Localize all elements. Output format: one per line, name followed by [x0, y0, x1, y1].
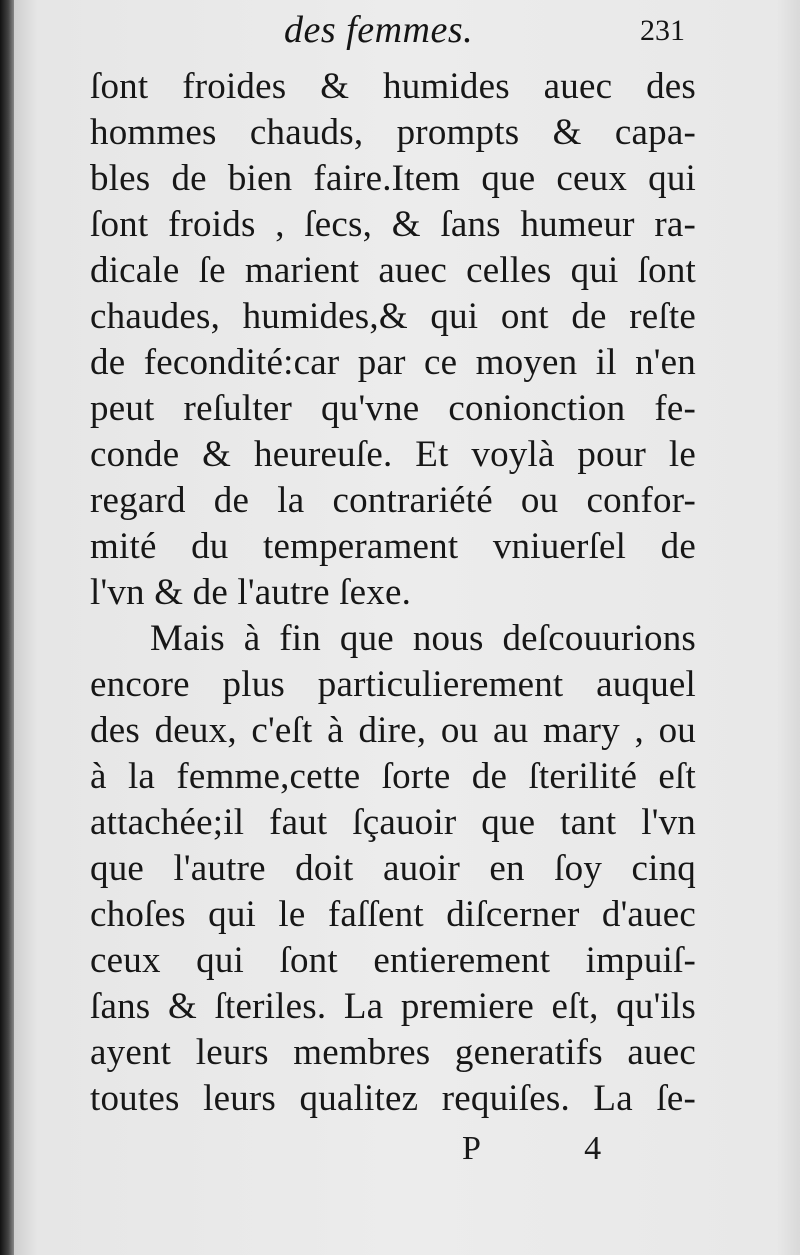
text-line: mité du temperament vniuerſel de: [90, 526, 696, 567]
text-line: hommes chauds, prompts & capa-: [90, 112, 696, 153]
text-line: bles de bien faire.Item que ceux qui: [90, 158, 696, 199]
text-line: choſes qui le faſſent diſcerner d'auec: [90, 894, 696, 935]
text-line: que l'autre doit auoir en ſoy cinq: [90, 848, 696, 889]
paragraph-2: [90, 616, 696, 1122]
text-line: ſans & ſteriles. La premiere eſt, qu'ils: [90, 986, 696, 1027]
text-line: regard de la contrariété ou confor-: [90, 480, 696, 521]
text-line: Mais à fin que nous deſcouurions: [150, 618, 696, 659]
text-line: chaudes, humides,& qui ont de reſte: [90, 296, 696, 337]
signature-mark: P 4: [462, 1130, 650, 1167]
text-line: à la femme,cette ſorte de ſterilité eſt: [90, 756, 696, 797]
book-gutter: [0, 0, 14, 1255]
text-line: ayent leurs membres generatifs auec: [90, 1032, 696, 1073]
text-line: toutes leurs qualitez requiſes. La ſe-: [90, 1078, 696, 1119]
text-line: ceux qui ſont entierement impuiſ-: [90, 940, 696, 981]
text-line: dicale ſe marient auec celles qui ſont: [90, 250, 696, 291]
text-line: conde & heureuſe. Et voylà pour le: [90, 434, 696, 475]
running-head: [14, 6, 800, 56]
text-line: peut reſulter qu'vne conionction fe-: [90, 388, 696, 429]
text-line: l'vn & de l'autre ſexe.: [90, 572, 412, 613]
text-body: [90, 64, 696, 1122]
page-number: 231: [640, 14, 685, 47]
text-line: des deux, c'eſt à dire, ou au mary , ou: [90, 710, 696, 751]
text-line: ſont froides & humides auec des: [90, 66, 696, 107]
text-line: encore plus particulierement auquel: [90, 664, 696, 705]
text-line: attachée;il faut ſçauoir que tant l'vn: [90, 802, 696, 843]
text-line: ſont froids , ſecs, & ſans humeur ra-: [90, 204, 696, 245]
running-head-title: des femmes.: [284, 9, 474, 51]
paragraph-1: [90, 64, 696, 616]
book-page: [14, 0, 800, 1255]
text-line: de fecondité:car par ce moyen il n'en: [90, 342, 696, 383]
